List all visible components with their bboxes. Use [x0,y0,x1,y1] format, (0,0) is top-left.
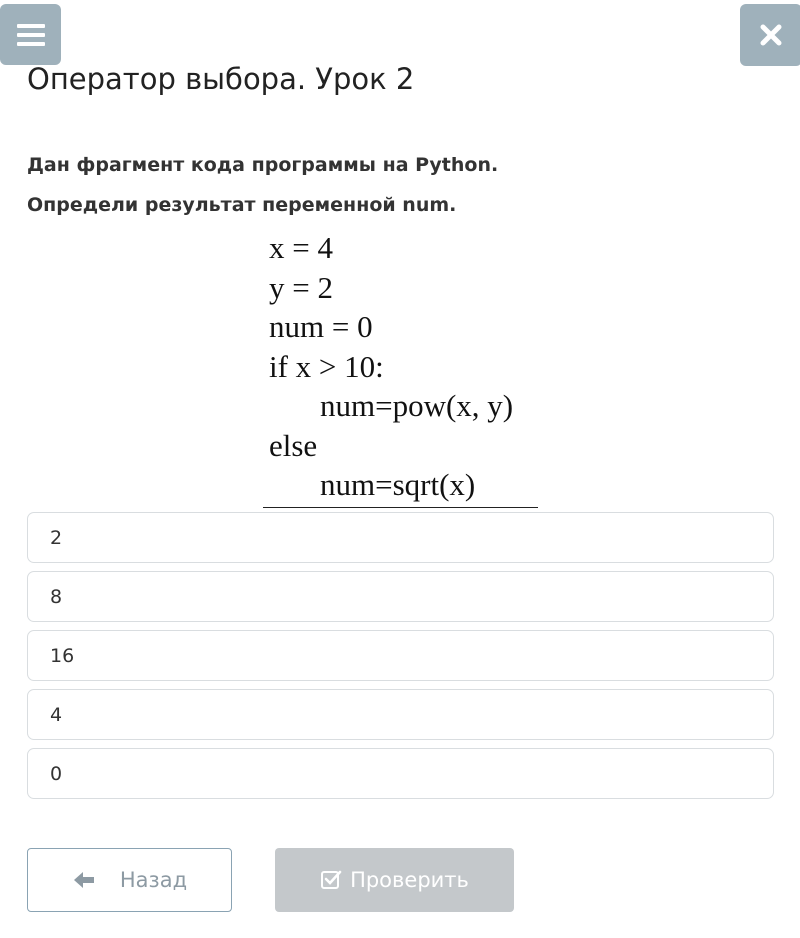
code-line: num=sqrt(x) [320,467,476,502]
code-line: else [269,427,318,463]
answer-option[interactable] [27,689,774,740]
page-title: Оператор выбора. Урок 2 [27,62,415,96]
check-button-label: Проверить [350,868,469,892]
arrow-left-icon [72,870,96,890]
answer-option-label: 16 [50,644,75,667]
code-line: num = 0 [269,309,373,344]
answer-option-label: 8 [50,585,63,608]
code-line: x = 4 [269,230,333,265]
check-button[interactable] [275,848,514,912]
answer-option-label: 0 [50,762,63,785]
answer-option[interactable] [27,512,774,563]
answer-option[interactable] [27,630,774,681]
question-text-line-1: Дан фрагмент кода программы на Python. [27,154,499,176]
answer-option-label: 4 [50,703,63,726]
question-text-line-2: Определи результат переменной num. [27,194,457,216]
code-line: y = 2 [269,269,333,305]
answer-option-label: 2 [50,526,63,549]
back-button[interactable] [27,848,232,912]
code-line: if x > 10: [269,348,384,384]
back-button-label: Назад [119,868,188,892]
menu-button[interactable] [0,4,61,65]
close-icon [759,23,783,47]
code-snippet [263,228,538,508]
checkbox-check-icon [320,869,342,891]
answer-options [27,512,774,807]
hamburger-menu-icon [17,24,45,28]
answer-option[interactable] [27,571,774,622]
answer-option[interactable] [27,748,774,799]
close-button[interactable] [740,4,800,66]
code-line: num=pow(x, y) [320,388,514,423]
